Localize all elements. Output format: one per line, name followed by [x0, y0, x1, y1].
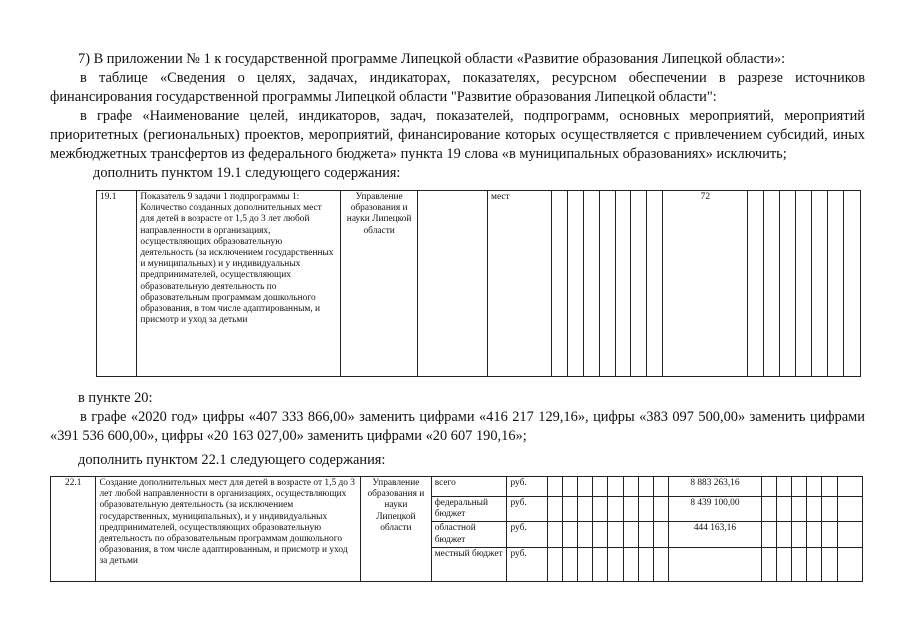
empty-cell [615, 191, 631, 377]
empty-cell [764, 191, 780, 377]
value-2020: 72 [663, 191, 748, 377]
value-2020: 8 883 263,16 [668, 477, 761, 497]
unit: руб. [507, 547, 547, 581]
empty-cell [583, 191, 599, 377]
empty-cell [748, 191, 764, 377]
table-row [97, 191, 861, 377]
unit: руб. [507, 522, 547, 547]
empty-cell [780, 191, 796, 377]
empty-cell [417, 191, 487, 377]
empty-cell [828, 191, 844, 377]
empty-cell [647, 191, 663, 377]
item-7-heading: 7) В приложении № 1 к государственной программе Липецкой области «Развитие образования Липецкой области»: [78, 51, 786, 67]
empty-cell [812, 191, 828, 377]
value-2020: 444 163,16 [668, 522, 761, 547]
measure-name: Создание дополнительных мест для детей в возрасте от 1,5 до 3 лет любой направленности в организациях, осуществляющих образовательную деятельность (за исключением государственных, муниципальных), и у индивидуальных предпринимателей, осуществляющих образовательную деятельность по образовательным программам дошкольного образования, в том числе адаптированным, и присмотр и уход за детьми [96, 477, 361, 582]
item-20-text: в графе «2020 год» цифры «407 333 866,00» заменить цифрами «416 217 129,16», цифры «383 097 500,00» заменить цифрами «391 536 600,00», цифры «20 163 027,00» заменить цифрами «20 607 190,16»; [50, 409, 865, 444]
funding-source: областной бюджет [431, 522, 507, 547]
executor: Управление образования и науки Липецкой области [361, 477, 432, 582]
empty-cell [567, 191, 583, 377]
funding-source: всего [431, 477, 507, 497]
empty-cell [631, 191, 647, 377]
value-2020 [668, 547, 761, 581]
unit: руб. [507, 497, 547, 522]
table-22-1 [50, 476, 863, 582]
empty-cell [551, 191, 567, 377]
funding-source: федеральный бюджет [431, 497, 507, 522]
item-7-table-ref: в таблице «Сведения о целях, задачах, индикаторах, показателях, ресурсном обеспечении в разрезе источников финансирования государственной программы Липецкой области "Развитие образования Липецкой области": [50, 70, 865, 105]
row-number: 22.1 [51, 477, 96, 582]
empty-cell [599, 191, 615, 377]
value-2020: 8 439 100,00 [668, 497, 761, 522]
item-20-title: в пункте 20: [78, 390, 153, 406]
empty-cell [796, 191, 812, 377]
item-7-column-change: в графе «Наименование целей, индикаторов, задач, показателей, подпрограмм, основных мероприятий, мероприятий приоритетных (региональных) проектов, мероприятий, финансирование которых осуществляется с привлечением субсидий, иных межбюджетных трансфертов из федерального бюджета» пункта 19 слова «в муниципальных образованиях» исключить; [50, 108, 865, 162]
table-19-1 [96, 190, 861, 377]
unit: руб. [507, 477, 547, 497]
funding-source: местный бюджет [431, 547, 507, 581]
table-row [51, 477, 863, 497]
executor: Управление образования и науки Липецкой области [341, 191, 418, 377]
item-22-intro: дополнить пунктом 22.1 следующего содержания: [78, 452, 386, 468]
unit: мест [488, 191, 552, 377]
row-number: 19.1 [97, 191, 137, 377]
indicator-name: Показатель 9 задачи 1 подпрограммы 1: Количество созданных дополнительных мест для детей в возрасте от 1,5 до 3 лет любой направленности в организациях, осуществляющих образовательную деятельность (за исключением государственных и муниципальных) и у индивидуальных предпринимателей, осуществляющих образовательную деятельность по образовательным программам дошкольного образования, в том числе адаптированным, и присмотр и уход за детьми [137, 191, 341, 377]
empty-cell [843, 191, 860, 377]
item-7-add-19-1: дополнить пунктом 19.1 следующего содержания: [93, 165, 401, 181]
